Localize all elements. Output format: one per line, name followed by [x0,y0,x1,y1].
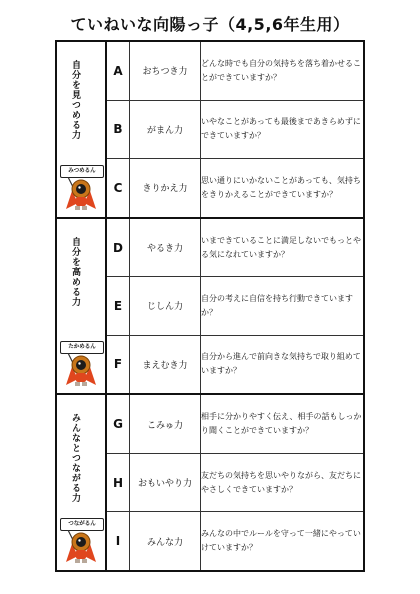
group-label: みんなとつながる力 [70,413,80,504]
row-ability: やるき力 [130,218,201,277]
mascot-tsunagarun [58,518,104,564]
table-row [56,41,364,100]
row-question: 思い通りにいかないことがあっても、気持ちをきりかえることができていますか？ [201,158,365,217]
group-label: 自分を見つめる力 [70,60,80,140]
row-question: いまできていることに満足しないでもっとやる気になれていますか？ [201,218,365,277]
row-letter: H [106,454,130,512]
row-ability: こみゅ力 [130,394,201,453]
mascot-sign: たかめるん [60,341,104,354]
row-letter: F [106,335,130,394]
mascot-icon [64,177,98,211]
row-letter: B [106,100,130,158]
ability-table [55,40,365,572]
row-letter: I [106,512,130,571]
row-letter: A [106,41,130,100]
row-question: みんなの中でルールを守って一緒にやっていけていますか？ [201,512,365,571]
page-title: ていねいな向陽っ子（4,5,6年生用） [70,15,350,34]
row-question: 自分の考えに自信を持ち行動できていますか？ [201,277,365,335]
row-letter: D [106,218,130,277]
row-ability: じしん力 [130,277,201,335]
group-cell-mitsumeru [56,41,106,218]
mascot-takamerun [58,341,104,387]
row-letter: E [106,277,130,335]
row-question: いやなことがあっても最後まであきらめずにできていますか？ [201,100,365,158]
group-cell-tsunagaru [56,394,106,571]
row-ability: きりかえ力 [130,158,201,217]
row-ability: おもいやり力 [130,454,201,512]
row-ability: まえむき力 [130,335,201,394]
group-cell-takameru [56,218,106,395]
table-row [56,218,364,277]
row-ability: みんな力 [130,512,201,571]
mascot-icon [64,530,98,564]
table-row [56,394,364,453]
row-question: 相手に分かりやすく伝え、相手の話もしっかり聞くことができていますか？ [201,394,365,453]
row-ability: おちつき力 [130,41,201,100]
mascot-icon [64,353,98,387]
row-question: 自分から進んで前向きな気持ちで取り組めていますか？ [201,335,365,394]
row-letter: C [106,158,130,217]
row-question: 友だちの気持ちを思いやりながら、友だちにやさしくできていますか？ [201,454,365,512]
row-ability: がまん力 [130,100,201,158]
group-label: 自分を高める力 [70,236,80,307]
mascot-sign: みつめるん [60,165,104,178]
mascot-sign: つながるん [60,518,104,531]
row-letter: G [106,394,130,453]
mascot-mitsumerun [58,165,104,211]
row-question: どんな時でも自分の気持ちを落ち着かせることができていますか？ [201,41,365,100]
